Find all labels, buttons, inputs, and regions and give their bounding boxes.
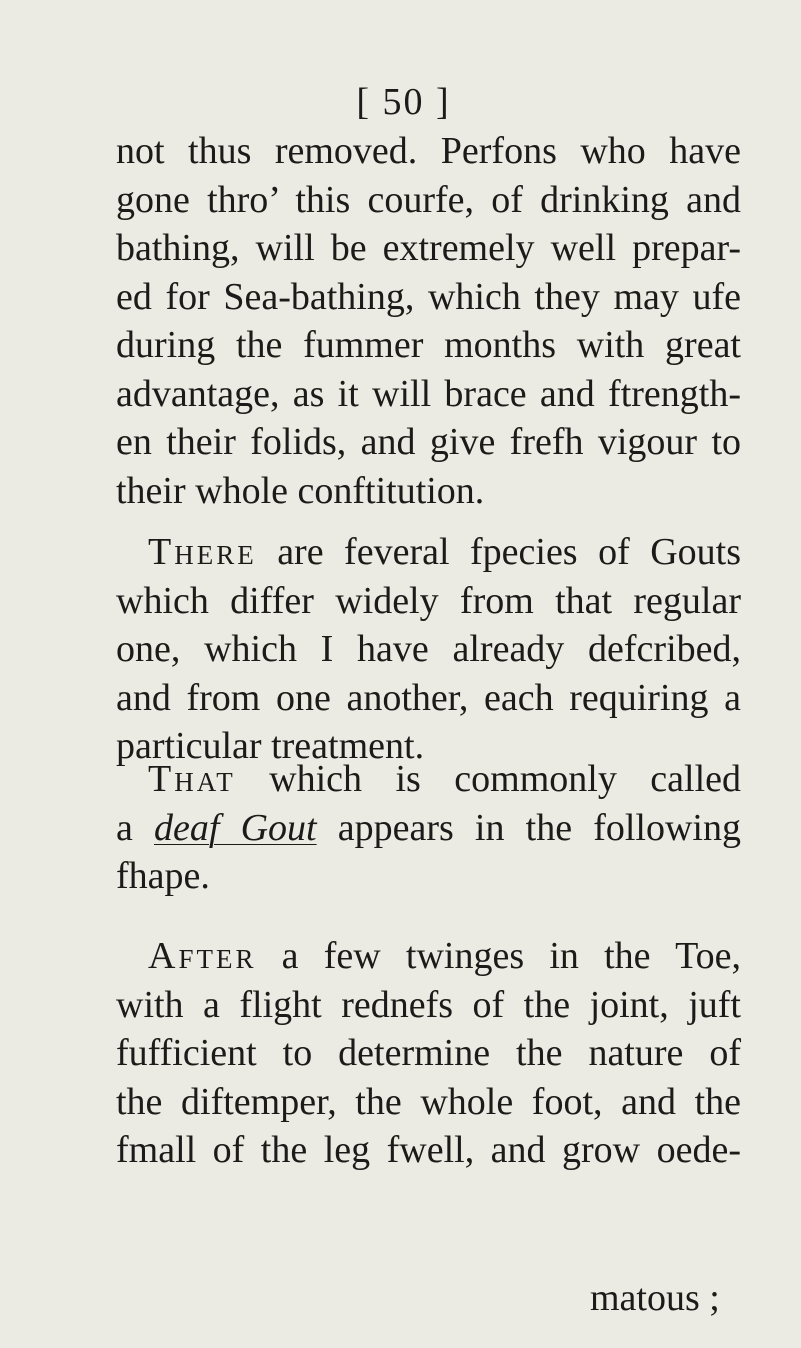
- text-line: [116, 755, 741, 804]
- paragraph-4: [116, 932, 741, 1175]
- text-line: not thus removed. Perfons who have: [116, 130, 741, 172]
- text-line: the diftemper, the whole foot, and the: [116, 1080, 741, 1123]
- catchword: matous ;: [590, 1277, 720, 1319]
- paragraph-3: [116, 755, 741, 901]
- page-number-header: [ 50 ]: [356, 81, 451, 123]
- text-line: their whole conftitution.: [116, 469, 485, 512]
- text-line: fmall of the leg fwell, and grow oede-: [116, 1129, 741, 1171]
- paragraph-2: [116, 528, 741, 771]
- small-caps-lead: There: [148, 531, 257, 573]
- line-text: appears in the following: [316, 806, 741, 849]
- text-line: [116, 528, 741, 577]
- text-line: en their folids, and give frefh vigour to: [116, 421, 741, 463]
- text-line: during the fummer months with great: [116, 324, 741, 366]
- text-line: fhape.: [116, 855, 210, 897]
- text-line: [116, 932, 741, 981]
- line-text: a: [116, 806, 155, 849]
- small-caps-lead: After: [148, 935, 257, 977]
- italic-term: deaf Gout: [154, 806, 317, 849]
- line-text: which is commonly called: [235, 758, 741, 800]
- text-line: and from one another, each requiring a: [116, 676, 741, 719]
- small-caps-lead: That: [148, 758, 236, 800]
- text-line: with a flight rednefs of the joint, juft: [116, 983, 741, 1026]
- line-text: a few twinges in the Toe,: [256, 935, 741, 977]
- text-line: which differ widely from that regular: [116, 579, 741, 622]
- text-line: bathing, will be extremely well prepar-: [116, 227, 741, 269]
- text-line: advantage, as it will brace and ftrength-: [116, 372, 741, 415]
- text-line: ed for Sea-bathing, which they may ufe: [116, 275, 741, 318]
- line-text: are feveral fpecies of Gouts: [256, 531, 741, 573]
- text-line: one, which I have already defcribed,: [116, 628, 741, 670]
- paragraph-1: [116, 127, 741, 515]
- text-line: particular treatment.: [116, 725, 425, 767]
- text-line: gone thro’ this courfe, of drinking and: [116, 178, 741, 221]
- text-line: fufficient to determine the nature of: [116, 1032, 741, 1074]
- text-line: [116, 804, 741, 853]
